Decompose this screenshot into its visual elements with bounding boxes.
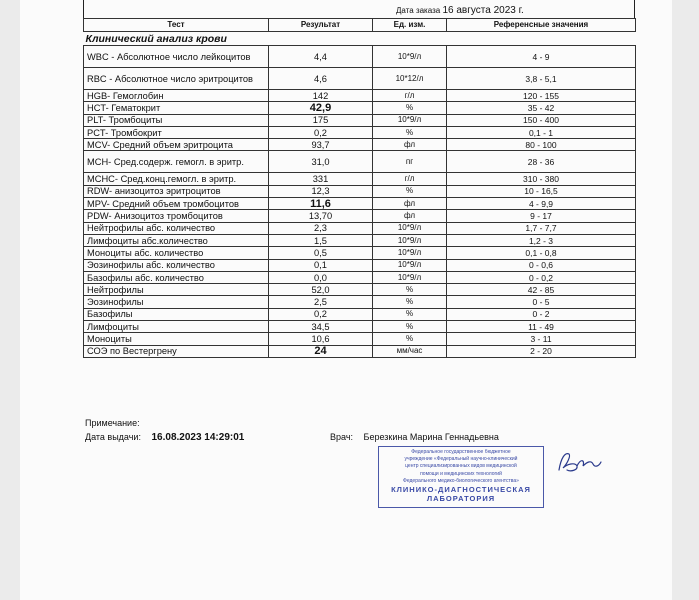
stamp-line: Федеральное государственное бюджетное — [411, 449, 511, 455]
order-date-label: Дата заказа — [396, 6, 441, 15]
table-row — [84, 102, 636, 114]
reference-cell: 0 - 5 — [447, 296, 636, 308]
reference-cell: 3 - 11 — [447, 333, 636, 345]
result-cell: 4,4 — [269, 46, 373, 68]
reference-cell: 10 - 16,5 — [447, 185, 636, 197]
section-title: Клинический анализ крови — [84, 32, 636, 46]
table-row — [84, 271, 636, 283]
reference-cell: 35 - 42 — [447, 102, 636, 114]
table-row — [84, 247, 636, 259]
result-cell: 12,3 — [269, 185, 373, 197]
table-row — [84, 222, 636, 234]
test-cell: СОЭ по Вестергрену — [84, 345, 269, 357]
table-row — [84, 185, 636, 197]
table-row — [84, 68, 636, 90]
table-row — [84, 321, 636, 333]
table-row — [84, 333, 636, 345]
unit-cell: мм/час — [373, 345, 447, 357]
test-cell: Лимфоциты абс.количество — [84, 234, 269, 246]
table-row — [84, 173, 636, 185]
reference-cell: 80 - 100 — [447, 139, 636, 151]
reference-cell: 1,2 - 3 — [447, 234, 636, 246]
reference-cell: 28 - 36 — [447, 151, 636, 173]
table-row — [84, 151, 636, 173]
table-row — [84, 345, 636, 357]
table-row — [84, 210, 636, 222]
result-cell: 11,6 — [269, 198, 373, 210]
result-cell: 2,5 — [269, 296, 373, 308]
reference-cell: 4 - 9 — [447, 46, 636, 68]
result-cell: 4,6 — [269, 68, 373, 90]
result-cell: 0,2 — [269, 308, 373, 320]
unit-cell: фл — [373, 210, 447, 222]
stamp-line: Федерального медико-биологического агентства» — [403, 477, 519, 484]
lab-stamp — [378, 446, 544, 508]
issue-value: 16.08.2023 14:29:01 — [151, 432, 245, 443]
doctor — [330, 432, 499, 442]
unit-cell: 10*9/л — [373, 271, 447, 283]
unit-cell: 10*12/л — [373, 68, 447, 90]
reference-cell: 120 - 155 — [447, 90, 636, 102]
unit-cell: % — [373, 308, 447, 320]
table-row — [84, 198, 636, 210]
result-cell: 331 — [269, 173, 373, 185]
reference-cell: 11 - 49 — [447, 321, 636, 333]
reference-cell: 1,7 - 7,7 — [447, 222, 636, 234]
test-cell: MCHC- Сред.конц.гемогл. в эритр. — [84, 173, 269, 185]
table-row — [84, 259, 636, 271]
test-cell: PLT- Тромбоциты — [84, 114, 269, 126]
top-frame — [83, 0, 635, 19]
table-row — [84, 46, 636, 68]
order-date-value: 16 августа 2023 г. — [442, 5, 524, 16]
col-reference-header: Референсные значения — [447, 19, 636, 32]
unit-cell: % — [373, 284, 447, 296]
stamp-title: КЛИНИКО-ДИАГНОСТИЧЕСКАЯ — [391, 485, 531, 495]
reference-cell: 42 - 85 — [447, 284, 636, 296]
reference-cell: 0,1 - 1 — [447, 126, 636, 138]
table-row — [84, 234, 636, 246]
section-row — [84, 32, 636, 46]
test-cell: Моноциты — [84, 333, 269, 345]
result-cell: 0,0 — [269, 271, 373, 283]
unit-cell: г/л — [373, 173, 447, 185]
result-cell: 93,7 — [269, 139, 373, 151]
result-cell: 42,9 — [269, 102, 373, 114]
reference-cell: 150 - 400 — [447, 114, 636, 126]
reference-cell: 2 - 20 — [447, 345, 636, 357]
table-row — [84, 139, 636, 151]
reference-cell: 0 - 2 — [447, 308, 636, 320]
result-cell: 13,70 — [269, 210, 373, 222]
result-cell: 34,5 — [269, 321, 373, 333]
test-cell: MPV- Средний объем тромбоцитов — [84, 198, 269, 210]
unit-cell: фл — [373, 198, 447, 210]
reference-cell: 0 - 0,6 — [447, 259, 636, 271]
doctor-name: Березкина Марина Геннадьевна — [363, 432, 499, 442]
table-row — [84, 284, 636, 296]
result-cell: 1,5 — [269, 234, 373, 246]
result-cell: 52,0 — [269, 284, 373, 296]
issue-date — [85, 432, 244, 443]
result-cell: 24 — [269, 345, 373, 357]
test-cell: WBC - Абсолютное число лейкоцитов — [84, 46, 269, 68]
unit-cell: фл — [373, 139, 447, 151]
unit-cell: % — [373, 333, 447, 345]
col-result-header: Результат — [269, 19, 373, 32]
test-cell: HGB- Гемоглобин — [84, 90, 269, 102]
reference-cell: 0 - 0,2 — [447, 271, 636, 283]
test-cell: PCT- Тромбокрит — [84, 126, 269, 138]
unit-cell: % — [373, 126, 447, 138]
unit-cell: 10*9/л — [373, 259, 447, 271]
result-cell: 0,2 — [269, 126, 373, 138]
test-cell: Нейтрофилы абс. количество — [84, 222, 269, 234]
table-row — [84, 308, 636, 320]
unit-cell: 10*9/л — [373, 46, 447, 68]
table-row — [84, 296, 636, 308]
results-table — [83, 18, 636, 358]
result-cell: 2,3 — [269, 222, 373, 234]
test-cell: HCT- Гематокрит — [84, 102, 269, 114]
stamp-line: помощи и медицинских технологий — [420, 470, 502, 477]
doctor-label: Врач: — [330, 432, 354, 442]
stamp-subtitle: ЛАБОРАТОРИЯ — [426, 494, 496, 504]
unit-cell: % — [373, 185, 447, 197]
reference-cell: 310 - 380 — [447, 173, 636, 185]
col-unit-header: Ед. изм. — [373, 19, 447, 32]
test-cell: Лимфоциты — [84, 321, 269, 333]
unit-cell: 10*9/л — [373, 222, 447, 234]
result-cell: 10,6 — [269, 333, 373, 345]
signature-icon — [555, 448, 605, 478]
unit-cell: % — [373, 296, 447, 308]
test-cell: RBC - Абсолютное число эритроцитов — [84, 68, 269, 90]
test-cell: Базофилы абс. количество — [84, 271, 269, 283]
test-cell: Эозинофилы абс. количество — [84, 259, 269, 271]
reference-cell: 0,1 - 0,8 — [447, 247, 636, 259]
table-row — [84, 90, 636, 102]
issue-label: Дата выдачи: — [85, 432, 141, 442]
test-cell: PDW- Анизоцитоз тромбоцитов — [84, 210, 269, 222]
unit-cell: % — [373, 102, 447, 114]
test-cell: Моноциты абс. количество — [84, 247, 269, 259]
reference-cell: 4 - 9,9 — [447, 198, 636, 210]
unit-cell: % — [373, 321, 447, 333]
unit-cell: г/л — [373, 90, 447, 102]
test-cell: MCV- Средний объем эритроцита — [84, 139, 269, 151]
col-test-header: Тест — [84, 19, 269, 32]
result-cell: 142 — [269, 90, 373, 102]
result-cell: 175 — [269, 114, 373, 126]
unit-cell: 10*9/л — [373, 234, 447, 246]
reference-cell: 9 - 17 — [447, 210, 636, 222]
table-row — [84, 114, 636, 126]
result-cell: 0,5 — [269, 247, 373, 259]
unit-cell: пг — [373, 151, 447, 173]
note-label: Примечание: — [85, 418, 140, 428]
order-date — [396, 5, 524, 16]
test-cell: Базофилы — [84, 308, 269, 320]
test-cell: RDW- анизоцитоз эритроцитов — [84, 185, 269, 197]
unit-cell: 10*9/л — [373, 247, 447, 259]
reference-cell: 3,8 - 5,1 — [447, 68, 636, 90]
table-header — [84, 19, 636, 32]
result-cell: 0,1 — [269, 259, 373, 271]
stamp-line: учреждение «Федеральный научно-клинический — [404, 456, 518, 463]
stamp-line: центр специализированных видов медицинской — [405, 463, 517, 470]
result-cell: 31,0 — [269, 151, 373, 173]
test-cell: Нейтрофилы — [84, 284, 269, 296]
unit-cell: 10*9/л — [373, 114, 447, 126]
test-cell: MCH- Сред.содерж. гемогл. в эритр. — [84, 151, 269, 173]
table-row — [84, 126, 636, 138]
test-cell: Эозинофилы — [84, 296, 269, 308]
